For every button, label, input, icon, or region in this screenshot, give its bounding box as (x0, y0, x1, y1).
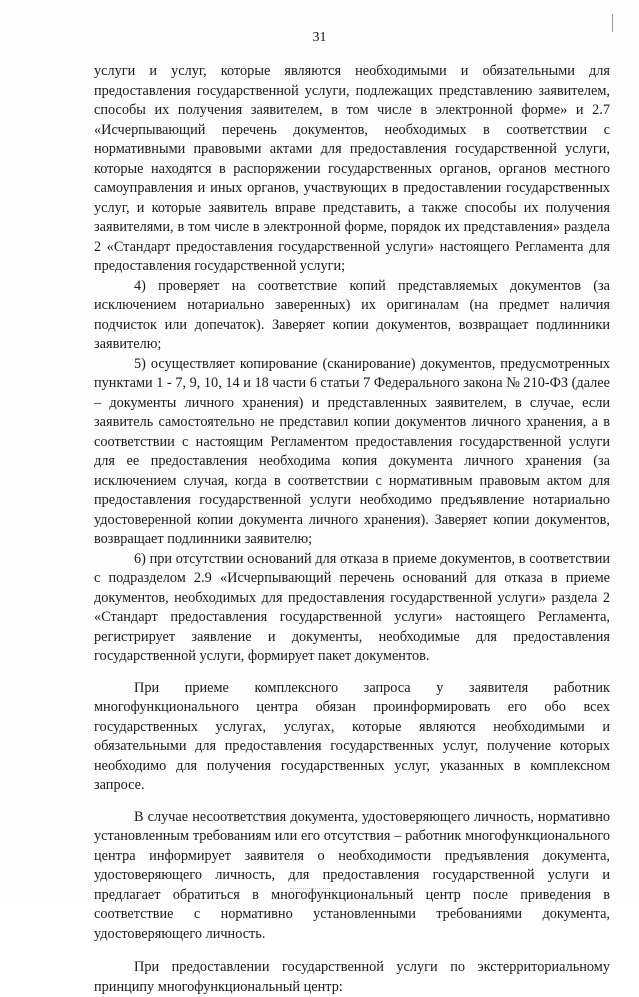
scan-artifact (290, 888, 330, 893)
paragraph-complex-request: При приеме комплексного запроса у заявителя работник многофункционального центра обязан проинформировать его обо всех государственных услугах, услугах, которые являются необходимыми и обязательными для предоставления государственных услуг, получение которых необходимо для получения государственных услуг, указанных в комплексном запросе. (94, 679, 610, 793)
page-number: 31 (312, 30, 327, 45)
paragraph-identity-document: В случае несоответствия документа, удостоверяющего личность, нормативно установленным требованиям или его отсутствия – работник многофункционального центра информирует заявителя о необходимости предъявления документа, удостоверяющего личность, для предоставления государственной услуги и предлагает обратиться в многофункциональный центр после приведения в соответствие с нормативно установленными требованиями документа, удостоверяющего личность. (94, 808, 610, 942)
paragraph-continuation: услуги и услуг, которые являются необходимыми и обязательными для предоставления государственной услуги, подлежащих представлению заявителем, способы их получения заявителем, в том числе в электронной форме» и 2.7 «Исчерпывающий перечень документов, необходимых в соответствии с нормативными правовыми актами для предоставления государственной услуги, которые находятся в распоряжении государственных органов, органов местного самоуправления и иных органов, участвующих в предоставлении государственных услуг, и которые заявитель вправе представить, а также способы их получения заявителями, в том числе в электронной форме, порядок их представления» раздела 2 «Стандарт предоставления государственной услуги» настоящего Регламента для предоставления государственной услуги; (94, 63, 610, 274)
paragraph-item-4: 4) проверяет на соответствие копий представляемых документов (за исключением нотариально заверенных) их оригиналам (на предмет наличия подчисток или допечаток). Заверяет копии документов, возвращает подлинники заявителю; (94, 277, 610, 352)
paragraph-exterritorial: При предоставлении государственной услуги по экстерриториальному принципу многофункциональный центр: (94, 959, 610, 995)
paragraph-item-6: 6) при отсутствии оснований для отказа в приеме документов, в соответствии с подразделом 2.9 «Исчерпывающий перечень оснований для отказа в приеме документов, необходимых для предоставления государственной услуги» раздела 2 «Стандарт предоставления государственной услуги» настоящего Регламента, регистрирует заявление и документы, необходимые для предоставления государственной услуги, формирует пакет документов. (94, 550, 610, 664)
paragraph-item-5: 5) осуществляет копирование (сканирование) документов, предусмотренных пунктами 1 - 7, 9, 10, 14 и 18 части 6 статьи 7 Федерального закона № 210-ФЗ (далее – документы личного хранения) и представленных заявителем, в случае, если заявитель самостоятельно не представил копии документов личного хранения, а в соответствии с настоящим Регламентом предоставления государственной услуги для ее предоставления необходима копия документа личного хранения (за исключением случая, когда в соответствии с нормативным правовым актом для предоставления государственной услуги необходимо предъявление нотариально удостоверенной копии документа личного хранения). Заверяет копии документов, возвращает подлинники заявителю; (94, 355, 610, 547)
document-body (94, 62, 610, 997)
